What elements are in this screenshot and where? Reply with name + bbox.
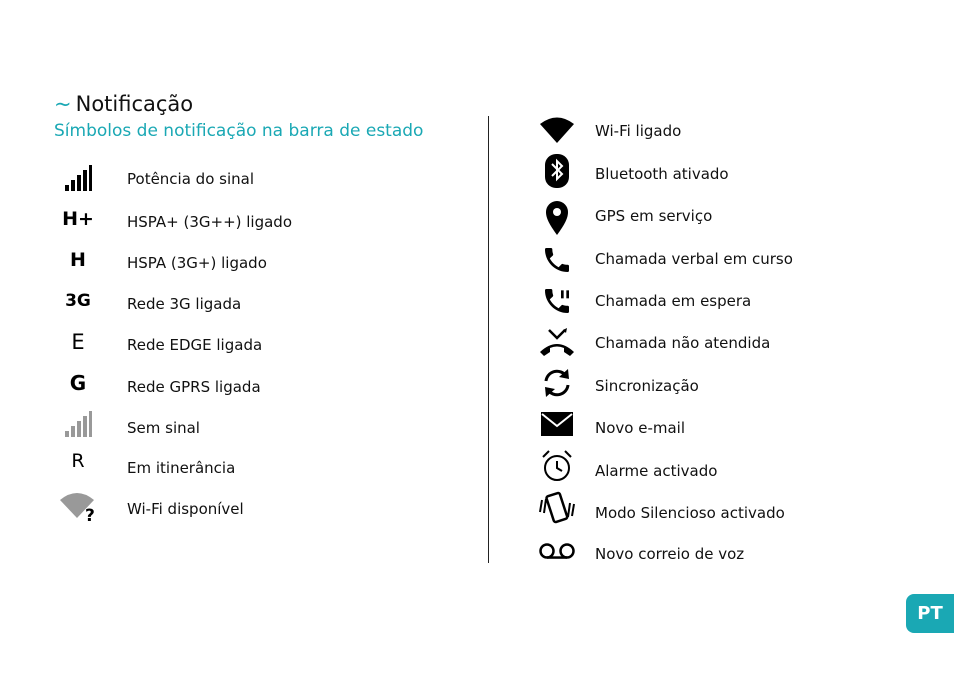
list-item-label: Wi-Fi ligado (595, 122, 682, 140)
list-item-label: Rede EDGE ligada (127, 336, 263, 354)
hspa-icon: H (70, 249, 86, 271)
page-subtitle: Símbolos de notificação na barra de estado (54, 121, 424, 141)
gprs-icon: G (69, 371, 87, 395)
no-signal-icon (58, 404, 98, 444)
list-item-label: Novo e-mail (595, 419, 685, 437)
language-badge: PT (906, 594, 954, 633)
list-item-label: Chamada verbal em curso (595, 250, 793, 268)
edge-icon: E (71, 330, 85, 354)
svg-text:?: ? (85, 506, 95, 522)
column-divider (488, 116, 489, 563)
3g-icon: 3G (65, 291, 91, 311)
list-item-label: GPS em serviço (595, 207, 713, 225)
hspa-plus-icon: H+ (62, 208, 94, 230)
list-item-label: Novo correio de voz (595, 545, 745, 563)
alarm-clock-icon (537, 446, 577, 486)
list-item-label: Chamada em espera (595, 292, 752, 310)
section-heading (54, 92, 193, 116)
bluetooth-icon (537, 151, 577, 191)
missed-call-icon (537, 322, 577, 362)
list-item-label: Alarme activado (595, 462, 718, 480)
list-item-label: Em itinerância (127, 459, 236, 477)
wifi-available-icon (58, 486, 98, 526)
signal-strength-icon (58, 158, 98, 198)
list-item-label: HSPA (3G+) ligado (127, 254, 267, 272)
list-item-label: Rede GPRS ligada (127, 378, 261, 396)
heading-marker: ~ (54, 92, 72, 116)
list-item-label: Rede 3G ligada (127, 295, 242, 313)
list-item-label: HSPA+ (3G++) ligado (127, 213, 293, 231)
list-item-label: Sincronização (595, 377, 699, 395)
page-title: Notificação (75, 92, 194, 116)
list-item-label: Sem sinal (127, 419, 200, 437)
gps-pin-icon (537, 198, 577, 238)
list-item-label: Bluetooth ativado (595, 165, 729, 183)
call-hold-icon (537, 281, 577, 321)
vibrate-icon (537, 488, 577, 528)
list-item-label: Chamada não atendida (595, 334, 771, 352)
roaming-icon: R (71, 450, 85, 472)
voicemail-icon (537, 531, 577, 571)
list-item-label: Wi-Fi disponível (127, 500, 244, 518)
list-item-label: Modo Silencioso activado (595, 504, 785, 522)
sync-icon (537, 363, 577, 403)
wifi-on-icon (537, 110, 577, 150)
email-icon (537, 404, 577, 444)
list-item-label: Potência do sinal (127, 170, 254, 188)
phone-call-icon (537, 240, 577, 280)
